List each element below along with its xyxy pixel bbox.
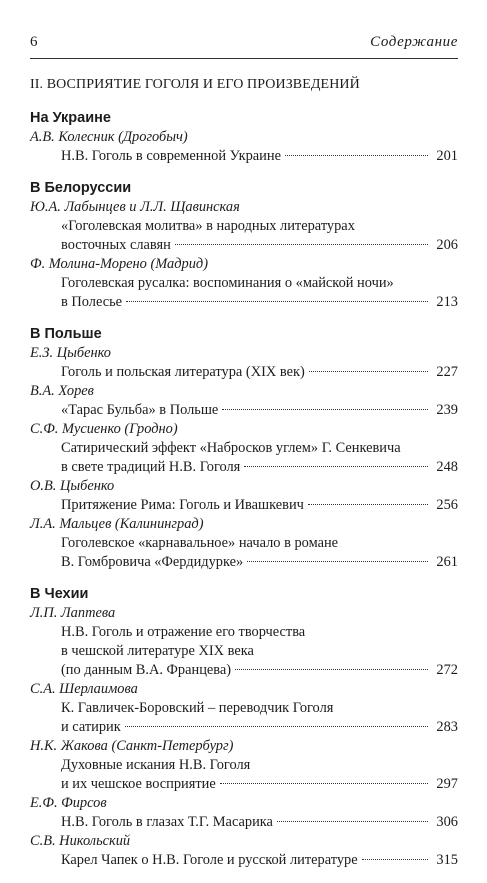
entry-title-last-line xyxy=(61,236,458,255)
dot-leader xyxy=(244,466,428,467)
entry-author: Ф. Молина-Морено (Мадрид) xyxy=(30,256,208,272)
entry-title-line: Духовные искания Н.В. Гоголя xyxy=(61,757,251,773)
dot-leader xyxy=(362,859,428,860)
entry-page-number: 272 xyxy=(436,662,458,678)
entry-author: С.В. Никольский xyxy=(30,833,131,849)
entry-page-number: 213 xyxy=(436,294,458,310)
section-title: На Украине xyxy=(30,110,111,126)
entry-title-line: Карел Чапек о Н.В. Гоголе и русской литературе xyxy=(61,852,358,868)
entry-title-last-line xyxy=(61,718,458,737)
dot-leader xyxy=(125,726,428,727)
entry-title-line: «Тарас Бульба» в Польше xyxy=(61,402,219,418)
entry-author: Е.З. Цыбенко xyxy=(30,345,111,361)
dot-leader xyxy=(308,504,428,505)
entry-author: С.А. Шерлаимова xyxy=(30,681,138,697)
entry-author: С.Ф. Мусиенко (Гродно) xyxy=(30,421,178,437)
entry-page-number: 201 xyxy=(436,148,458,164)
toc-entry xyxy=(61,147,458,166)
entry-page-number: 261 xyxy=(436,554,458,570)
entry-title-line: Сатирический эффект «Набросков углем» Г. Сенкевича xyxy=(61,440,401,456)
entry-title-line: (по данным В.А. Францева) xyxy=(61,662,232,678)
entry-page-number: 227 xyxy=(436,364,458,380)
toc-entry xyxy=(61,439,458,477)
entry-author: Ю.А. Лабынцев и Л.Л. Щавинская xyxy=(30,199,240,215)
dot-leader xyxy=(235,669,428,670)
toc-entry xyxy=(61,217,458,255)
toc-entry xyxy=(61,496,458,515)
entry-title-line: восточных славян xyxy=(61,237,171,253)
entry-title-last-line xyxy=(61,293,458,312)
entry-title-last-line xyxy=(61,851,458,870)
entry-title-last-line xyxy=(61,553,458,572)
entry-title-line: в Полесье xyxy=(61,294,123,310)
entry-title-line: Н.В. Гоголь в современной Украине xyxy=(61,148,281,164)
dot-leader xyxy=(222,409,428,410)
entry-title-last-line xyxy=(61,813,458,832)
entry-author: Е.Ф. Фирсов xyxy=(30,795,107,811)
toc-entry xyxy=(61,274,458,312)
dot-leader xyxy=(309,371,428,372)
section-title: В Белоруссии xyxy=(30,180,132,196)
entry-title-line: Н.В. Гоголь в глазах Т.Г. Масарика xyxy=(61,814,273,830)
toc-entry xyxy=(61,623,458,680)
entry-author: А.В. Колесник (Дрогобыч) xyxy=(30,129,188,145)
dot-leader xyxy=(247,561,428,562)
section-title: В Польше xyxy=(30,326,102,342)
toc-section xyxy=(30,109,458,166)
entry-title-line: и их чешское восприятие xyxy=(61,776,216,792)
toc-entry xyxy=(61,401,458,420)
entry-page-number: 306 xyxy=(436,814,458,830)
part-title: II. ВОСПРИЯТИЕ ГОГОЛЯ И ЕГО ПРОИЗВЕДЕНИЙ xyxy=(30,77,360,92)
entry-page-number: 239 xyxy=(436,402,458,418)
running-title: Содержание xyxy=(370,34,458,50)
entry-title-line: К. Гавличек-Боровский – переводчик Гоголя xyxy=(61,700,334,716)
toc-entry xyxy=(61,851,458,870)
entry-title-line: Гоголевская русалка: воспоминания о «майской ночи» xyxy=(61,275,394,291)
section-title: В Чехии xyxy=(30,586,89,602)
toc-entry xyxy=(61,699,458,737)
entry-page-number: 315 xyxy=(436,852,458,868)
entry-title-last-line xyxy=(61,775,458,794)
entry-title-last-line xyxy=(61,147,458,166)
toc-section xyxy=(30,179,458,312)
dot-leader xyxy=(285,155,428,156)
entry-author: Н.К. Жакова (Санкт-Петербург) xyxy=(30,738,234,754)
entry-page-number: 297 xyxy=(436,776,458,792)
entry-title-line: и сатирик xyxy=(61,719,121,735)
entry-title-line: в свете традиций Н.В. Гоголя xyxy=(61,459,241,475)
toc-section xyxy=(30,585,458,870)
entry-title-last-line xyxy=(61,496,458,515)
entry-title-line: «Гоголевская молитва» в народных литературах xyxy=(61,218,355,234)
toc-entry xyxy=(61,534,458,572)
entry-title-last-line xyxy=(61,661,458,680)
entry-author: В.А. Хорев xyxy=(30,383,94,399)
entry-title-last-line xyxy=(61,363,458,382)
entry-title-line: Н.В. Гоголь и отражение его творчества xyxy=(61,624,306,640)
entry-page-number: 256 xyxy=(436,497,458,513)
toc-entry xyxy=(61,756,458,794)
toc-entry xyxy=(61,363,458,382)
entry-page-number: 283 xyxy=(436,719,458,735)
entry-page-number: 206 xyxy=(436,237,458,253)
entry-title-line: Гоголевское «карнавальное» начало в романе xyxy=(61,535,339,551)
dot-leader xyxy=(126,301,428,302)
table-of-contents xyxy=(30,77,458,883)
dot-leader xyxy=(220,783,428,784)
running-header xyxy=(30,32,458,59)
entry-title-line: в чешской литературе XIX века xyxy=(61,643,254,659)
entry-author: Л.П. Лаптева xyxy=(30,605,116,621)
page-number: 6 xyxy=(30,34,38,50)
entry-author: О.В. Цыбенко xyxy=(30,478,115,494)
dot-leader xyxy=(175,244,428,245)
entry-title-line: Гоголь и польская литература (XIX век) xyxy=(61,364,305,380)
entry-page-number: 248 xyxy=(436,459,458,475)
toc-section xyxy=(30,325,458,572)
entry-title-line: В. Гомбровича «Фердидурке» xyxy=(61,554,244,570)
entry-author: Л.А. Мальцев (Калининград) xyxy=(30,516,204,532)
dot-leader xyxy=(277,821,428,822)
entry-title-last-line xyxy=(61,458,458,477)
toc-entry xyxy=(61,813,458,832)
entry-title-line: Притяжение Рима: Гоголь и Ивашкевич xyxy=(61,497,304,513)
entry-title-last-line xyxy=(61,401,458,420)
